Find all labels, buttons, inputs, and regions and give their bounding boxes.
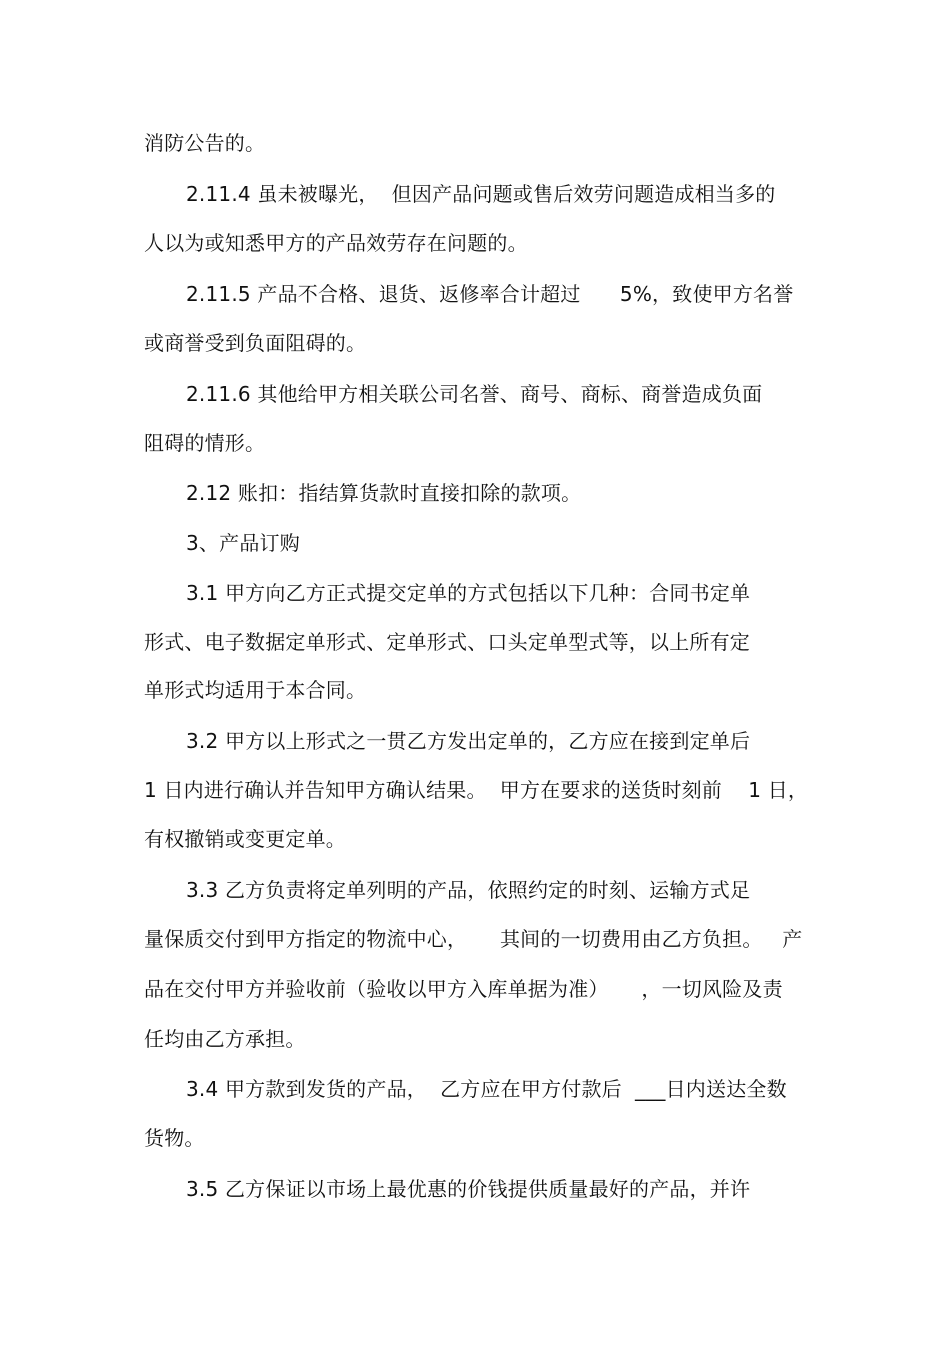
text-line: 量保质交付到甲方指定的物流中心， 其间的一切费用由乙方负担。 产 <box>144 927 803 951</box>
text-line: 人以为或知悉甲方的产品效劳存在问题的。 <box>144 231 528 255</box>
clause-2-12: 2.12 账扣：指结算货款时直接扣除的款项。 <box>186 481 582 505</box>
text-line: 单形式均适用于本合同。 <box>144 678 367 702</box>
text-line: 品在交付甲方并验收前（验收以甲方入库单据为准） ，一切风险及责 <box>144 977 783 1001</box>
clause-3-3: 3.3 乙方负责将定单列明的产品，依照约定的时刻、运输方式足 <box>186 878 751 902</box>
text-line: 形式、电子数据定单形式、定单形式、口头定单型式等，以上所有定 <box>144 630 750 654</box>
clause-2-11-4: 2.11.4 虽未被曝光， 但因产品问题或售后效劳问题造成相当多的 <box>186 182 776 206</box>
clause-3-2: 3.2 甲方以上形式之一贯乙方发出定单的，乙方应在接到定单后 <box>186 729 751 753</box>
text-line: 消防公告的。 <box>144 131 266 155</box>
section-heading-3: 3、产品订购 <box>186 531 300 555</box>
clause-2-11-5: 2.11.5 产品不合格、退货、返修率合计超过 5%，致使甲方名誉 <box>186 282 794 306</box>
text-line: 阻碍的情形。 <box>144 431 266 455</box>
text-line: 有权撤销或变更定单。 <box>144 827 346 851</box>
clause-3-4: 3.4 甲方款到发货的产品， 乙方应在甲方付款后 ___日内送达全数 <box>186 1077 787 1101</box>
clause-3-5: 3.5 乙方保证以市场上最优惠的价钱提供质量最好的产品，并许 <box>186 1177 751 1201</box>
text-line: 任均由乙方承担。 <box>144 1027 306 1051</box>
text-line: 货物。 <box>144 1126 205 1150</box>
clause-2-11-6: 2.11.6 其他给甲方相关联公司名誉、商号、商标、商誉造成负面 <box>186 382 763 406</box>
text-line: 或商誉受到负面阻碍的。 <box>144 331 367 355</box>
clause-3-1: 3.1 甲方向乙方正式提交定单的方式包括以下几种：合同书定单 <box>186 581 751 605</box>
text-line: 1 日内进行确认并告知甲方确认结果。 甲方在要求的送货时刻前 1 日， <box>144 778 809 802</box>
